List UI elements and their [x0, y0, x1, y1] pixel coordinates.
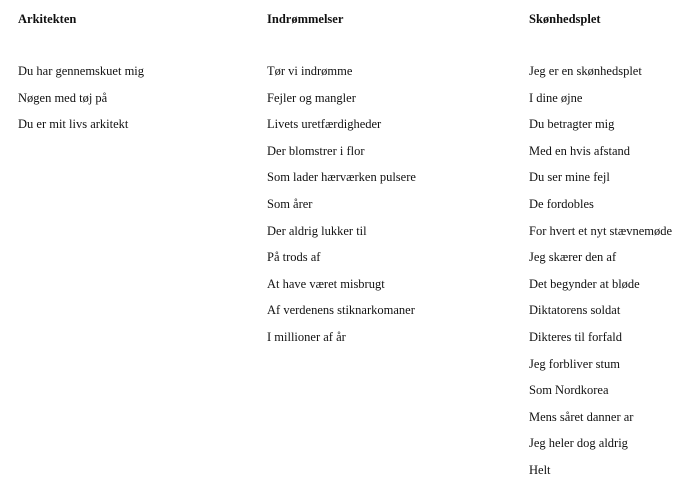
poem-line: Det begynder at bløde — [529, 276, 640, 291]
poem-line: Mens såret danner ar — [529, 409, 634, 424]
poem-line: I dine øjne — [529, 90, 583, 105]
poem-line: Du ser mine fejl — [529, 170, 610, 185]
poem-line: På trods af — [267, 250, 321, 265]
poem-lines — [529, 63, 672, 489]
poem-line: Jeg er en skønhedsplet — [529, 64, 642, 78]
poem-line: Nøgen med tøj på — [18, 90, 108, 105]
poem-lines — [267, 63, 416, 356]
poem-title: Indrømmelser — [267, 12, 344, 26]
poem-line: Jeg skærer den af — [529, 250, 617, 265]
poem-line: Diktatorens soldat — [529, 303, 621, 318]
poem-line: Som Nordkorea — [529, 383, 609, 398]
poem-title: Skønhedsplet — [529, 12, 601, 26]
poem-line: Livets uretfærdigheder — [267, 117, 382, 132]
poem-line: Jeg heler dog aldrig — [529, 436, 628, 451]
poem-lines — [18, 63, 144, 143]
poem-line: Som årer — [267, 196, 313, 211]
poem-line: Som lader hærværken pulsere — [267, 170, 416, 185]
poem-line: I millioner af år — [267, 329, 346, 344]
poem-line: Du betragter mig — [529, 117, 615, 132]
poem-line: Der aldrig lukker til — [267, 223, 367, 238]
poem-line: Helt — [529, 462, 551, 477]
poem-line: Med en hvis afstand — [529, 143, 631, 158]
poem-line: Der blomstrer i flor — [267, 143, 365, 158]
poem-line: Tør vi indrømme — [267, 64, 353, 78]
poem-line: Du har gennemskuet mig — [18, 64, 145, 78]
poem-line: Jeg forbliver stum — [529, 356, 620, 371]
poem-line: For hvert et nyt stævnemøde — [529, 223, 673, 238]
poem-line: Af verdenens stiknarkomaner — [267, 303, 415, 318]
poem-line: Fejler og mangler — [267, 90, 356, 105]
poem-title: Arkitekten — [18, 12, 77, 26]
poem-line: Du er mit livs arkitekt — [18, 117, 129, 132]
poem-line: Dikteres til forfald — [529, 329, 623, 344]
poem-line: At have været misbrugt — [267, 276, 385, 291]
poem-line: De fordobles — [529, 196, 594, 211]
